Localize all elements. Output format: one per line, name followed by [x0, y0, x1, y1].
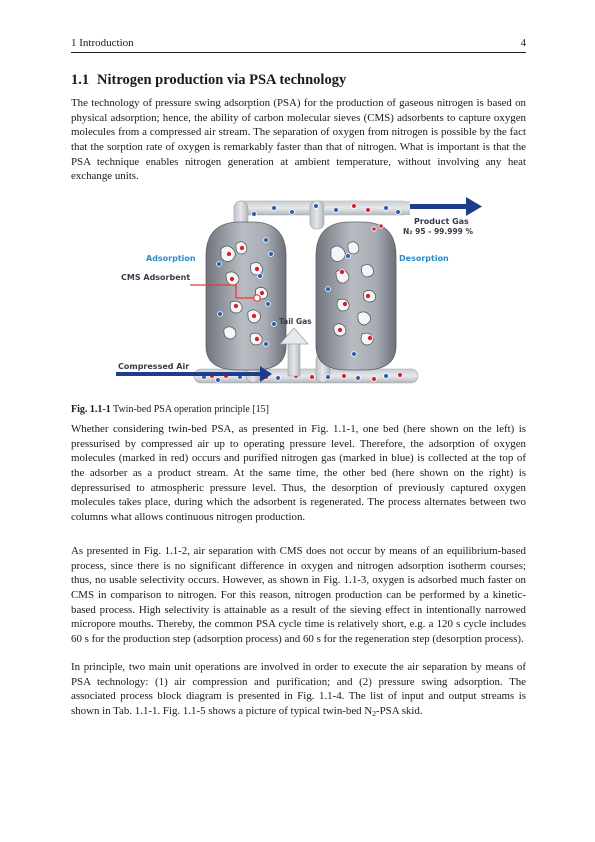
figure-caption-text: Twin-bed PSA operation principle [15] [113, 404, 269, 415]
paragraph-4-tail: -PSA skid. [375, 704, 423, 717]
adsorption-column [206, 222, 286, 370]
running-header [71, 36, 526, 53]
paragraph-3: As presented in Fig. 1.1-2, air separation with CMS does not occur by means of an equilibrium-based process, since there is no significant difference in oxygen and nitrogen adsorption isotherm courses; thus, no usable selectivity occurs. However, as shown in Fig. 1.1-3, oxygen is adsorbed much faster on CMS in comparison to nitrogen. For this reason, nitrogen production can be performed by a kinetic-based process. High selectivity is attainable as a result of the sieving effect in intentionally narrowed micropore mouths. Thereby, the common PSA cycle time is relatively short, e.g. a 120 s cycle includes 60 s for the production step (adsorption process) and 60 s for the regeneration step (desorption process). [71, 545, 526, 645]
section-title [71, 72, 346, 89]
header-chapter: 1 Introduction [71, 37, 134, 49]
paragraph-4 [71, 660, 526, 722]
paragraph-2: Whether considering twin-bed PSA, as presented in Fig. 1.1-1, one bed (here shown on the left) is pressurised by compressed air up to operating pressure level. Therefore, the adsorption of oxygen molecules (marked in red) occurs and purified nitrogen gas (marked in blue) is collected at the top of the adsorber as a product stream. At the same time, the other bed (here shown on the right) is depressurised to atmospheric pressure level. Thus, the desorption of previously captured oxygen molecules takes place, during which the adsorbent is regenerated. The process alternates between two columns what allows continuous nitrogen production. [71, 423, 526, 523]
twin-bed-psa-figure [116, 194, 488, 390]
product-gas-arrow [410, 197, 482, 216]
header-page-number: 4 [520, 37, 526, 49]
paragraph-4-subscript: 2 [372, 708, 376, 718]
tail-gas-label: Tail Gas [279, 317, 312, 326]
figure-caption-label: Fig. 1.1-1 [71, 404, 111, 415]
section-number: 1.1 [71, 72, 90, 88]
compressed-air-label: Compressed Air [118, 362, 190, 371]
adsorption-label: Adsorption [146, 254, 196, 263]
paragraph-1: The technology of pressure swing adsorption (PSA) for the production of gaseous nitrogen is based on physical adsorption; hence, the ability of carbon molecular sieves (CMS) adsorbents to capture oxygen molecules from a compressed air stream. The separation of oxygen from nitrogen is possible by the fact that the sorption rate of oxygen is remarkably faster than that of nitrogen. What is important is that the PSA technique enables nitrogen generation at ambient temperature, without involving any heat exchange units. [71, 97, 526, 183]
cms-adsorbent-label: CMS Adsorbent [121, 273, 191, 282]
figure-caption [71, 404, 269, 415]
paragraph-4-text: In principle, two main unit operations are involved in order to execute the air separation by means of PSA technology: (1) air compression and purification; and (2) pressure swing adsorption. The associated process block diagram is presented in Fig. 1.1-4. The list of input and output streams is shown in Tab. 1.1-1. Fig. 1.1-5 shows a picture of typical twin-bed N [71, 661, 526, 717]
desorption-label: Desorption [399, 254, 449, 263]
section-title-text: Nitrogen production via PSA technology [97, 72, 347, 88]
cms-pointer-dot [254, 295, 260, 301]
product-purity-label: N₂ 95 - 99.999 % [403, 227, 474, 236]
product-gas-label: Product Gas [414, 217, 469, 226]
